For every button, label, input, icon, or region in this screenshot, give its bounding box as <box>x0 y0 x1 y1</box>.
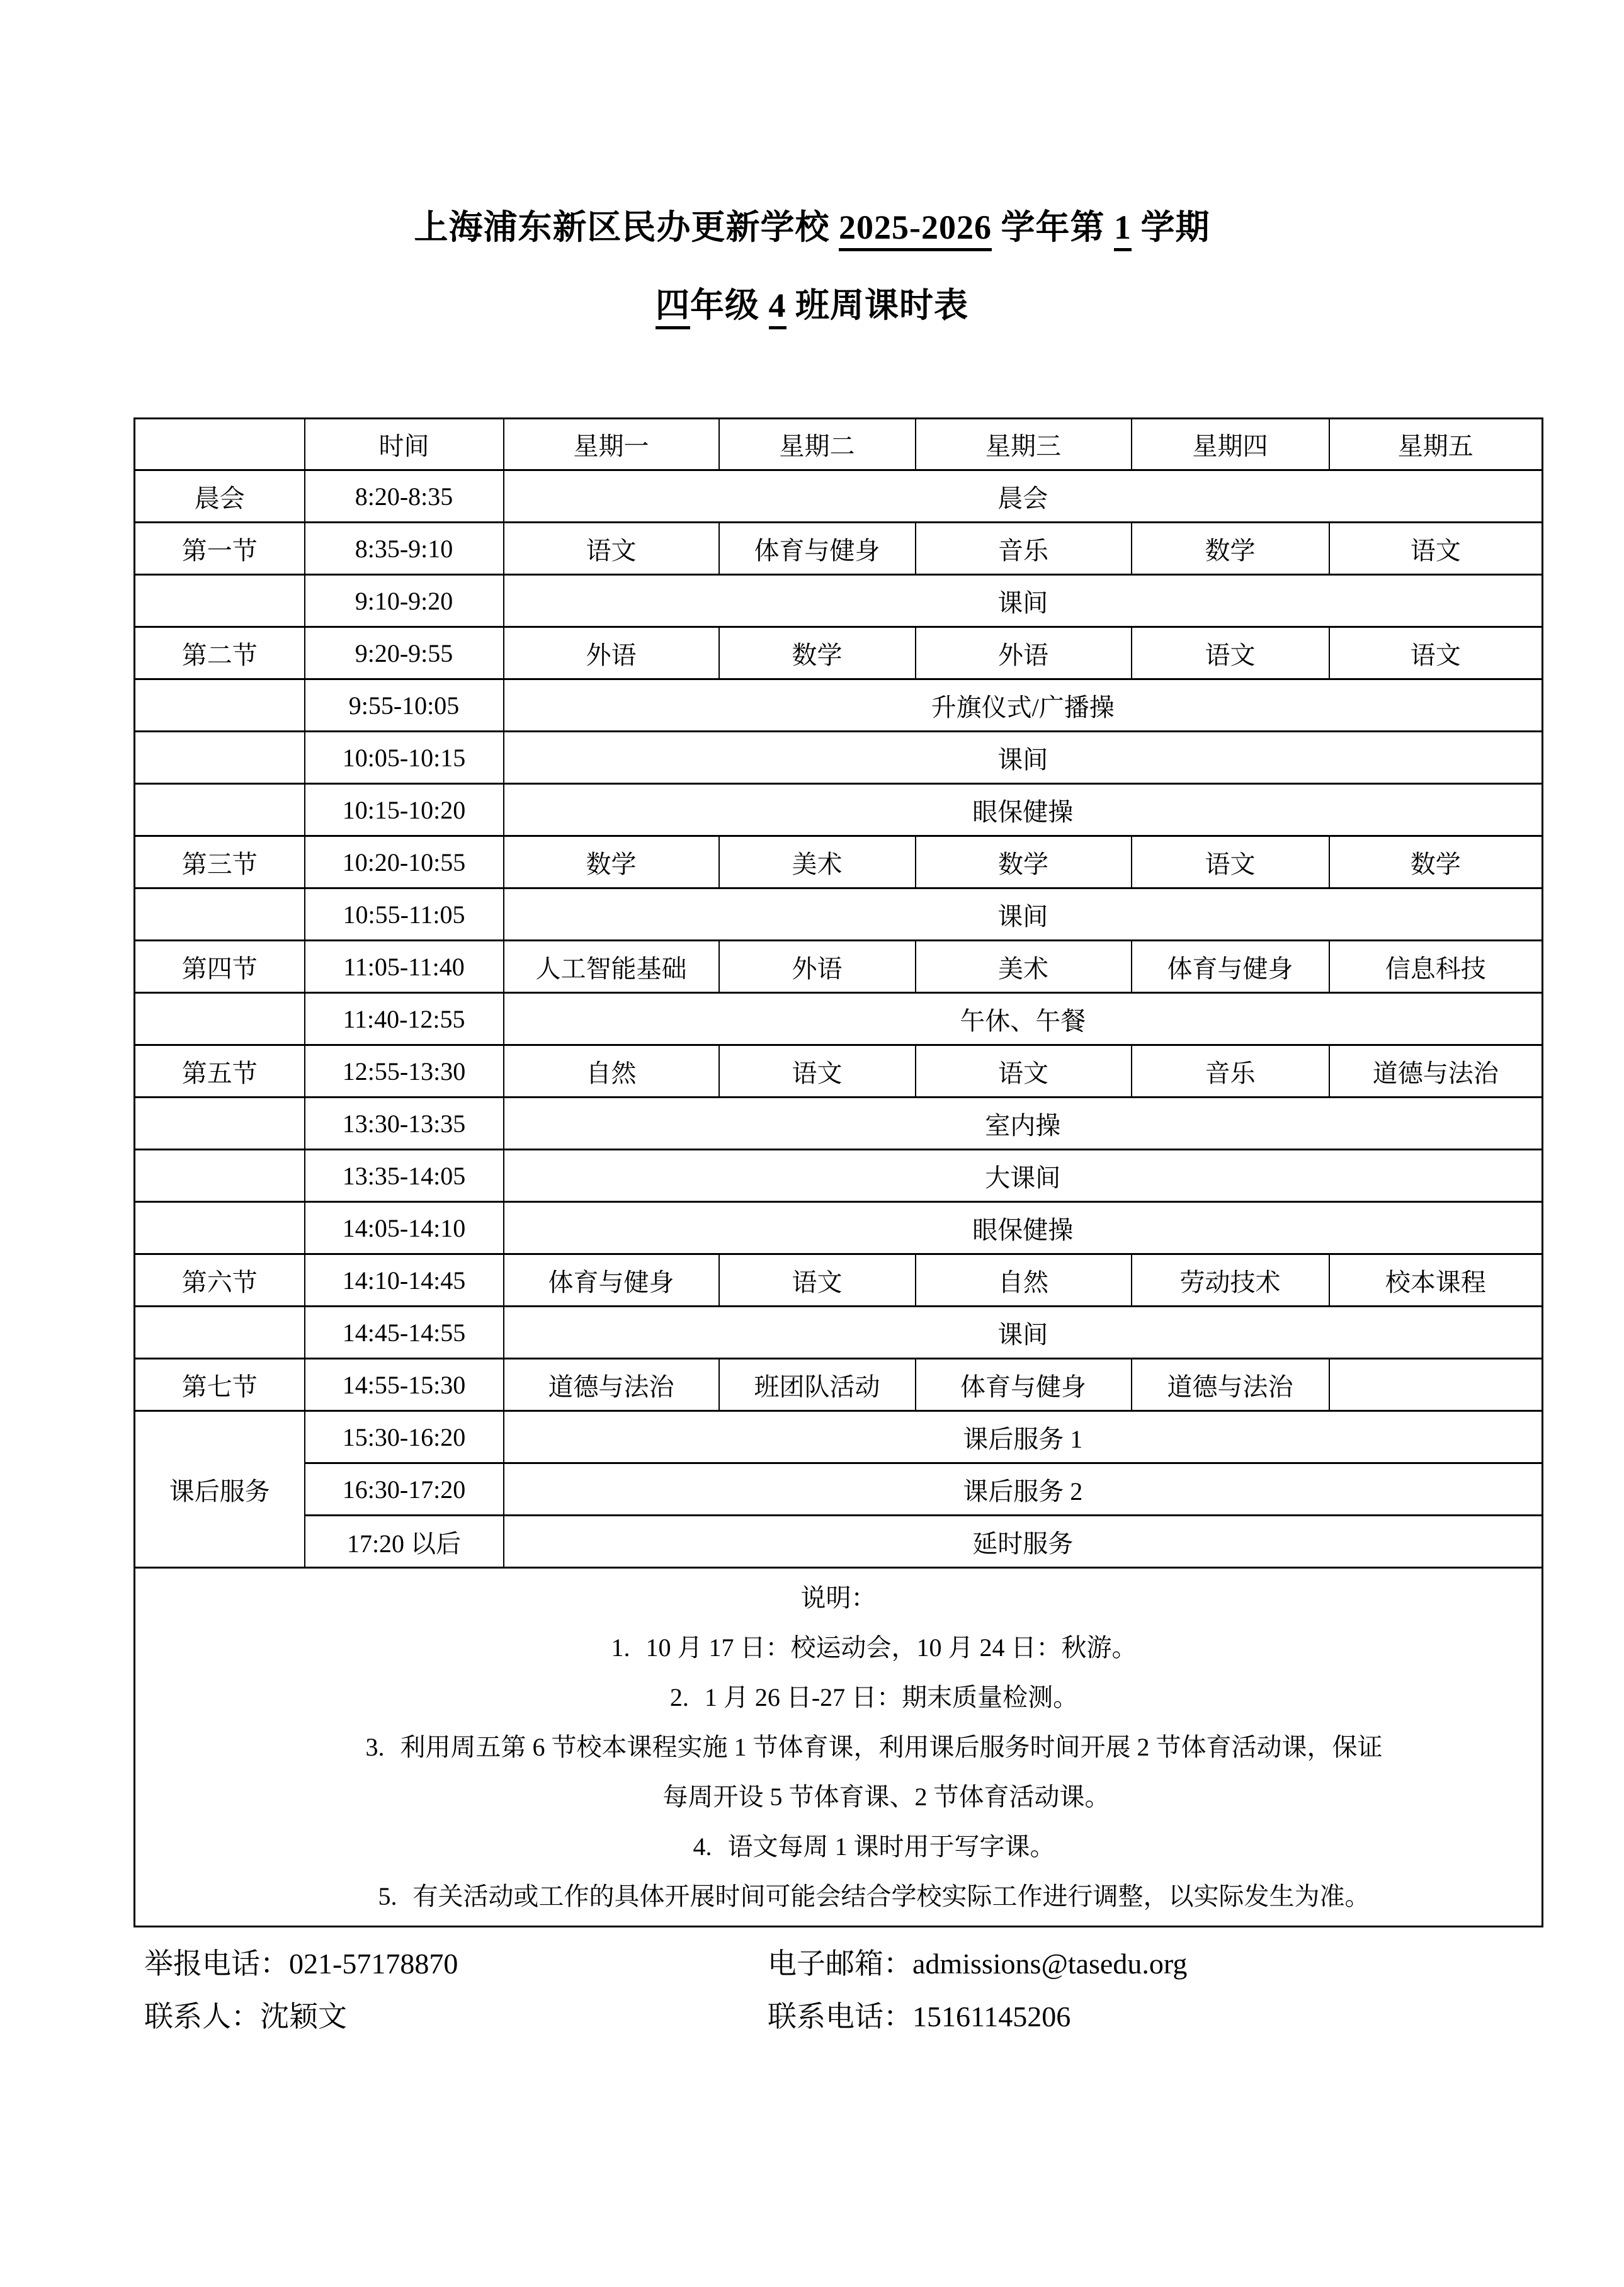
time-cell: 14:55-15:30 <box>305 1359 504 1411</box>
time-cell: 11:40-12:55 <box>305 993 504 1045</box>
note-line <box>135 1722 1542 1772</box>
subject-cell: 体育与健身 <box>1132 941 1329 993</box>
subject-cell: 音乐 <box>916 523 1132 575</box>
report-phone-text: 举报电话：021-57178870 <box>144 1948 458 1980</box>
timetable-row <box>135 470 1543 523</box>
merged-activity-cell: 课间 <box>504 732 1543 784</box>
subject-cell: 语文 <box>1329 627 1543 679</box>
timetable-body <box>135 470 1543 1568</box>
note-number: 2. <box>669 1683 689 1711</box>
period-label-cell: 晨会 <box>135 470 305 523</box>
subject-cell: 体育与健身 <box>916 1359 1132 1411</box>
note-text: 有关活动或工作的具体开展时间可能会结合学校实际工作进行调整，以实际发生为准。 <box>412 1882 1370 1910</box>
subject-cell: 道德与法治 <box>1132 1359 1329 1411</box>
merged-activity-cell: 课间 <box>504 575 1543 627</box>
subject-cell: 校本课程 <box>1329 1254 1543 1307</box>
header-wednesday-cell: 星期三 <box>916 419 1132 470</box>
period-label-cell: 课后服务 <box>135 1411 305 1568</box>
merged-activity-cell: 午休、午餐 <box>504 993 1543 1045</box>
subject-cell: 外语 <box>916 627 1132 679</box>
time-cell: 9:55-10:05 <box>305 679 504 732</box>
period-label-cell <box>135 784 305 836</box>
timetable-row <box>135 1045 1543 1098</box>
subject-cell: 数学 <box>1132 523 1329 575</box>
weekly-timetable <box>133 417 1543 1927</box>
period-label-cell <box>135 575 305 627</box>
title-underlined-text: 1 <box>1114 208 1132 251</box>
header-monday-cell: 星期一 <box>504 419 719 470</box>
note-number: 5. <box>378 1882 397 1910</box>
subject-cell: 体育与健身 <box>719 523 916 575</box>
merged-activity-cell: 晨会 <box>504 470 1543 523</box>
notes-heading: 说明： <box>800 1584 877 1612</box>
note-number: 3. <box>365 1733 385 1761</box>
timetable-row <box>135 1254 1543 1307</box>
subject-cell: 音乐 <box>1132 1045 1329 1098</box>
period-label-cell <box>135 888 305 941</box>
merged-activity-cell: 眼保健操 <box>504 1202 1543 1254</box>
notes-items <box>135 1623 1542 1921</box>
header-time-cell: 时间 <box>305 419 504 470</box>
time-cell: 14:05-14:10 <box>305 1202 504 1254</box>
title-text: 上海浦东新区民办更新学校 <box>414 208 839 246</box>
merged-activity-cell: 升旗仪式/广播操 <box>504 679 1543 732</box>
title-text: 年级 <box>690 287 769 324</box>
subject-cell: 道德与法治 <box>504 1359 719 1411</box>
period-label-cell: 第七节 <box>135 1359 305 1411</box>
header-friday-cell: 星期五 <box>1329 419 1543 470</box>
timetable-row <box>135 1411 1543 1463</box>
note-line <box>135 1672 1542 1722</box>
subject-cell: 语文 <box>1132 627 1329 679</box>
time-cell: 10:15-10:20 <box>305 784 504 836</box>
merged-activity-cell: 课后服务 1 <box>504 1411 1543 1463</box>
timetable-row <box>135 784 1543 836</box>
subject-cell: 班团队活动 <box>719 1359 916 1411</box>
subject-cell: 语文 <box>719 1045 916 1098</box>
timetable-row <box>135 1359 1543 1411</box>
period-label-cell <box>135 679 305 732</box>
timetable-row <box>135 1202 1543 1254</box>
subject-cell: 数学 <box>1329 836 1543 888</box>
timetable-row <box>135 575 1543 627</box>
merged-activity-cell: 室内操 <box>504 1098 1543 1150</box>
merged-activity-cell: 课间 <box>504 888 1543 941</box>
note-text: 利用周五第 6 节校本课程实施 1 节体育课，利用课后服务时间开展 2 节体育活动课，保证 <box>400 1733 1383 1761</box>
timetable-row <box>135 993 1543 1045</box>
time-cell: 10:20-10:55 <box>305 836 504 888</box>
subject-cell: 语文 <box>719 1254 916 1307</box>
period-label-cell: 第一节 <box>135 523 305 575</box>
header-empty-cell <box>135 419 305 470</box>
time-cell: 11:05-11:40 <box>305 941 504 993</box>
timetable-row <box>135 836 1543 888</box>
notes-cell <box>135 1568 1543 1927</box>
subject-cell: 道德与法治 <box>1329 1045 1543 1098</box>
time-cell: 14:10-14:45 <box>305 1254 504 1307</box>
subject-cell: 自然 <box>504 1045 719 1098</box>
period-label-cell: 第三节 <box>135 836 305 888</box>
period-label-cell <box>135 732 305 784</box>
subject-cell: 信息科技 <box>1329 941 1543 993</box>
contact-phone-text: 联系电话：15161145206 <box>768 2000 1071 2033</box>
subject-cell: 自然 <box>916 1254 1132 1307</box>
footer-line-2 <box>144 1994 1542 2046</box>
subject-cell: 美术 <box>916 941 1132 993</box>
timetable-row <box>135 1098 1543 1150</box>
time-cell: 9:20-9:55 <box>305 627 504 679</box>
time-cell: 12:55-13:30 <box>305 1045 504 1098</box>
period-label-cell <box>135 1098 305 1150</box>
period-label-cell: 第六节 <box>135 1254 305 1307</box>
note-line <box>135 1871 1542 1921</box>
timetable-row <box>135 1516 1543 1568</box>
note-line <box>135 1822 1542 1871</box>
title-text: 学年第 <box>991 208 1114 246</box>
period-label-cell: 第五节 <box>135 1045 305 1098</box>
subject-cell: 数学 <box>916 836 1132 888</box>
note-line <box>135 1623 1542 1672</box>
time-cell: 10:05-10:15 <box>305 732 504 784</box>
subject-cell: 体育与健身 <box>504 1254 719 1307</box>
timetable-row <box>135 627 1543 679</box>
subject-cell: 外语 <box>504 627 719 679</box>
time-cell: 13:30-13:35 <box>305 1098 504 1150</box>
period-label-cell: 第四节 <box>135 941 305 993</box>
timetable-row <box>135 1307 1543 1359</box>
merged-activity-cell: 眼保健操 <box>504 784 1543 836</box>
period-label-cell <box>135 1202 305 1254</box>
time-cell: 8:35-9:10 <box>305 523 504 575</box>
note-line: 每周开设 5 节体育课、2 节体育活动课。 <box>662 1783 1110 1811</box>
document-title-line2 <box>0 278 1624 327</box>
time-cell: 9:10-9:20 <box>305 575 504 627</box>
subject-cell: 数学 <box>719 627 916 679</box>
subject-cell: 人工智能基础 <box>504 941 719 993</box>
subject-cell <box>1329 1359 1543 1411</box>
timetable-row <box>135 732 1543 784</box>
time-cell: 13:35-14:05 <box>305 1150 504 1202</box>
merged-activity-cell: 大课间 <box>504 1150 1543 1202</box>
subject-cell: 语文 <box>1132 836 1329 888</box>
contact-person-text: 联系人：沈颖文 <box>144 2000 347 2033</box>
note-text: 1 月 26 日-27 日：期末质量检测。 <box>704 1683 1079 1711</box>
header-tuesday-cell: 星期二 <box>719 419 916 470</box>
timetable-row <box>135 1150 1543 1202</box>
subject-cell: 数学 <box>504 836 719 888</box>
period-label-cell <box>135 993 305 1045</box>
time-cell: 14:45-14:55 <box>305 1307 504 1359</box>
subject-cell: 语文 <box>916 1045 1132 1098</box>
timetable-row <box>135 888 1543 941</box>
note-number: 1. <box>611 1633 630 1662</box>
timetable-row <box>135 1463 1543 1516</box>
title-text: 学期 <box>1131 208 1210 246</box>
title-underlined-text: 4 <box>769 287 786 329</box>
timetable-row <box>135 941 1543 993</box>
footer-line-1 <box>144 1941 1542 1994</box>
note-number: 4. <box>693 1832 712 1861</box>
note-text: 语文每周 1 课时用于写字课。 <box>727 1832 1055 1861</box>
time-cell: 16:30-17:20 <box>305 1463 504 1516</box>
notes-row <box>135 1568 1543 1927</box>
merged-activity-cell: 课后服务 2 <box>504 1463 1543 1516</box>
timetable-row <box>135 523 1543 575</box>
time-cell: 15:30-16:20 <box>305 1411 504 1463</box>
title-underlined-text: 2025-2026 <box>839 208 992 251</box>
time-cell: 8:20-8:35 <box>305 470 504 523</box>
subject-cell: 语文 <box>504 523 719 575</box>
subject-cell: 语文 <box>1329 523 1543 575</box>
header-thursday-cell: 星期四 <box>1132 419 1329 470</box>
period-label-cell <box>135 1150 305 1202</box>
subject-cell: 美术 <box>719 836 916 888</box>
note-text: 10 月 17 日：校运动会，10 月 24 日：秋游。 <box>645 1633 1137 1662</box>
subject-cell: 劳动技术 <box>1132 1254 1329 1307</box>
subject-cell: 外语 <box>719 941 916 993</box>
footer <box>144 1941 1542 2046</box>
timetable-row <box>135 679 1543 732</box>
merged-activity-cell: 延时服务 <box>504 1516 1543 1568</box>
period-label-cell <box>135 1307 305 1359</box>
period-label-cell: 第二节 <box>135 627 305 679</box>
merged-activity-cell: 课间 <box>504 1307 1543 1359</box>
document-title-line1 <box>0 200 1624 249</box>
title-underlined-text: 四 <box>656 287 690 329</box>
email-text: 电子邮箱：admissions@tasedu.org <box>768 1948 1188 1980</box>
title-text: 班周课时表 <box>786 287 968 324</box>
time-cell: 10:55-11:05 <box>305 888 504 941</box>
time-cell: 17:20 以后 <box>305 1516 504 1568</box>
timetable-header-row <box>135 419 1543 470</box>
